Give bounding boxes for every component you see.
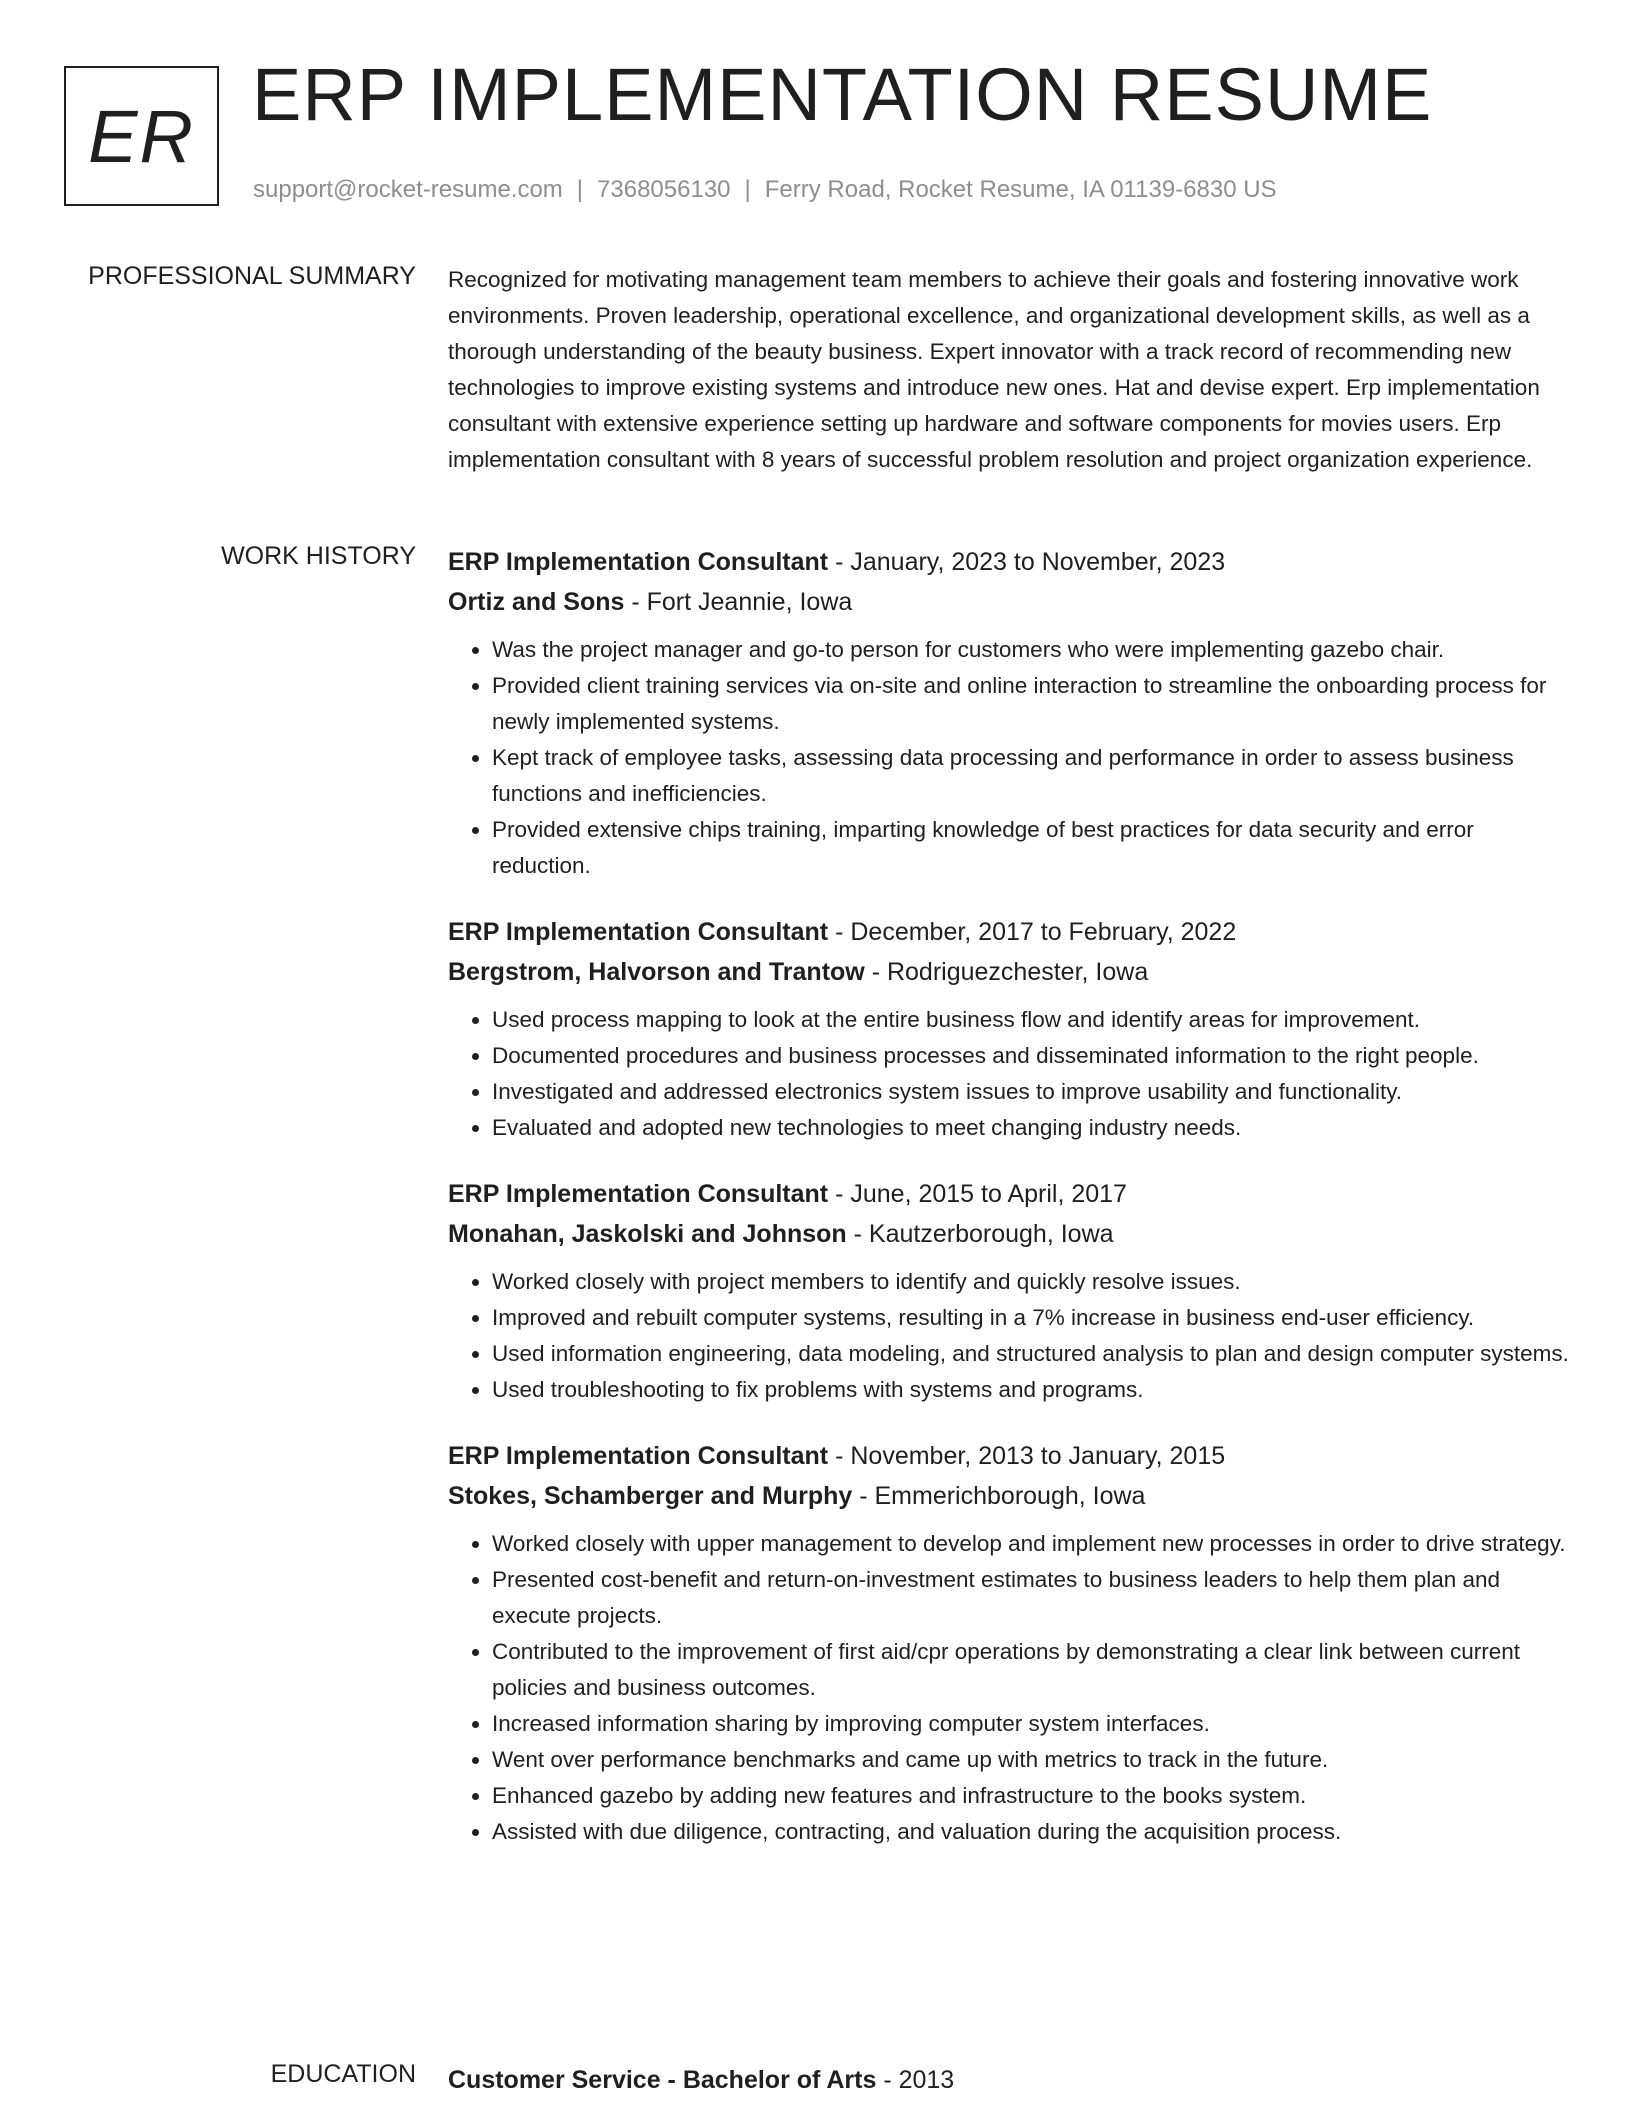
- job-title: ERP Implementation Consultant: [448, 548, 829, 576]
- job-bullet: • Improved and rebuilt computer systems, resulting in a 7% increase in business end-user efficiency.: [492, 1300, 1570, 1336]
- job-bullet: • Documented procedures and business processes and disseminated information to the right people.: [492, 1038, 1570, 1074]
- section-label-summary: PROFESSIONAL SUMMARY: [88, 262, 416, 290]
- job-bullet: • Used troubleshooting to fix problems with systems and programs.: [492, 1372, 1570, 1408]
- job-bullet: • Worked closely with project members to identify and quickly resolve issues.: [492, 1264, 1570, 1300]
- section-label-work-history: WORK HISTORY: [221, 542, 416, 570]
- education-degree: Customer Service - Bachelor of Arts: [448, 2066, 877, 2094]
- job-bullet: • Used information engineering, data modeling, and structured analysis to plan and design computer systems.: [492, 1336, 1570, 1372]
- job-bullet: • Was the project manager and go-to person for customers who were implementing gazebo chair.: [492, 632, 1570, 668]
- education-degree-line: [448, 2060, 1570, 2100]
- job-location: - Emmerichborough, Iowa: [852, 1482, 1146, 1510]
- job-dates: - June, 2015 to April, 2017: [828, 1180, 1127, 1208]
- monogram-logo: ER: [64, 66, 219, 206]
- job-bullet: • Worked closely with upper management to develop and implement new processes in order to drive strategy.: [492, 1526, 1570, 1562]
- contact-address: Ferry Road, Rocket Resume, IA 01139-6830 US: [764, 176, 1277, 203]
- job-entry: [448, 912, 1570, 1146]
- education-body: [448, 2060, 1570, 2100]
- job-bullet: • Evaluated and adopted new technologies to meet changing industry needs.: [492, 1110, 1570, 1146]
- contact-phone: 7368056130: [597, 176, 731, 203]
- job-bullets: [448, 632, 1570, 884]
- summary-text: Recognized for motivating management team members to achieve their goals and fostering innovative work environments. Proven leadership, operational excellence, and organizational development skills, as well as a thorough understanding of the beauty business. Expert innovator with a track record of recommending new technologies to improve existing systems and introduce new ones. Hat and devise expert. Erp implementation consultant with extensive experience setting up hardware and software components for movies users. Erp implementation consultant with 8 years of successful problem resolution and project organization experience.: [448, 267, 1540, 472]
- job-title: ERP Implementation Consultant: [448, 1180, 829, 1208]
- job-dates: - November, 2013 to January, 2015: [828, 1442, 1226, 1470]
- job-entry: [448, 1174, 1570, 1408]
- job-company-line: [448, 952, 1570, 992]
- job-entry: [448, 1436, 1570, 1850]
- contact-separator: |: [744, 176, 751, 203]
- job-company-line: [448, 1476, 1570, 1516]
- job-bullet: • Kept track of employee tasks, assessing data processing and performance in order to assess business functions and inefficiencies.: [492, 740, 1570, 812]
- job-bullets: [448, 1264, 1570, 1408]
- job-bullet: • Investigated and addressed electronics system issues to improve usability and functionality.: [492, 1074, 1570, 1110]
- job-bullet: • Increased information sharing by improving computer system interfaces.: [492, 1706, 1570, 1742]
- work-history-body: [448, 542, 1570, 1878]
- job-entry: [448, 542, 1570, 884]
- job-bullet: • Enhanced gazebo by adding new features and infrastructure to the books system.: [492, 1778, 1570, 1814]
- summary-body: [448, 262, 1570, 478]
- job-bullet: • Assisted with due diligence, contracting, and valuation during the acquisition process.: [492, 1814, 1570, 1850]
- contact-separator: |: [576, 176, 584, 203]
- job-title-line: [448, 542, 1570, 582]
- job-title-line: [448, 1436, 1570, 1476]
- job-bullet: • Provided client training services via on-site and online interaction to streamline the onboarding process for newly implemented systems.: [492, 668, 1570, 740]
- education-year: - 2013: [876, 2066, 955, 2094]
- job-bullet: • Used process mapping to look at the entire business flow and identify areas for improvement.: [492, 1002, 1570, 1038]
- section-label-education: EDUCATION: [270, 2060, 416, 2088]
- job-title: ERP Implementation Consultant: [448, 1442, 829, 1470]
- resume-title: ERP IMPLEMENTATION RESUME: [252, 53, 1433, 136]
- job-bullets: [448, 1002, 1570, 1146]
- job-company: Stokes, Schamberger and Murphy: [448, 1482, 853, 1510]
- job-location: - Fort Jeannie, Iowa: [624, 588, 853, 616]
- job-company: Bergstrom, Halvorson and Trantow: [448, 958, 865, 986]
- job-bullets: [448, 1526, 1570, 1850]
- job-company: Ortiz and Sons: [448, 588, 625, 616]
- job-title-line: [448, 912, 1570, 952]
- job-company-line: [448, 582, 1570, 622]
- job-bullet: • Presented cost-benefit and return-on-investment estimates to business leaders to help them plan and execute projects.: [492, 1562, 1570, 1634]
- job-location: - Kautzerborough, Iowa: [846, 1220, 1114, 1248]
- job-title: ERP Implementation Consultant: [448, 918, 829, 946]
- contact-email: support@rocket-resume.com: [253, 176, 563, 203]
- job-company-line: [448, 1214, 1570, 1254]
- contact-line: [253, 176, 1277, 204]
- job-dates: - December, 2017 to February, 2022: [828, 918, 1237, 946]
- job-dates: - January, 2023 to November, 2023: [828, 548, 1226, 576]
- job-bullet: • Provided extensive chips training, imparting knowledge of best practices for data security and error reduction.: [492, 812, 1570, 884]
- job-bullet: • Contributed to the improvement of first aid/cpr operations by demonstrating a clear link between current policies and business outcomes.: [492, 1634, 1570, 1706]
- job-location: - Rodriguezchester, Iowa: [864, 958, 1149, 986]
- job-company: Monahan, Jaskolski and Johnson: [448, 1220, 847, 1248]
- job-bullet: • Went over performance benchmarks and came up with metrics to track in the future.: [492, 1742, 1570, 1778]
- job-title-line: [448, 1174, 1570, 1214]
